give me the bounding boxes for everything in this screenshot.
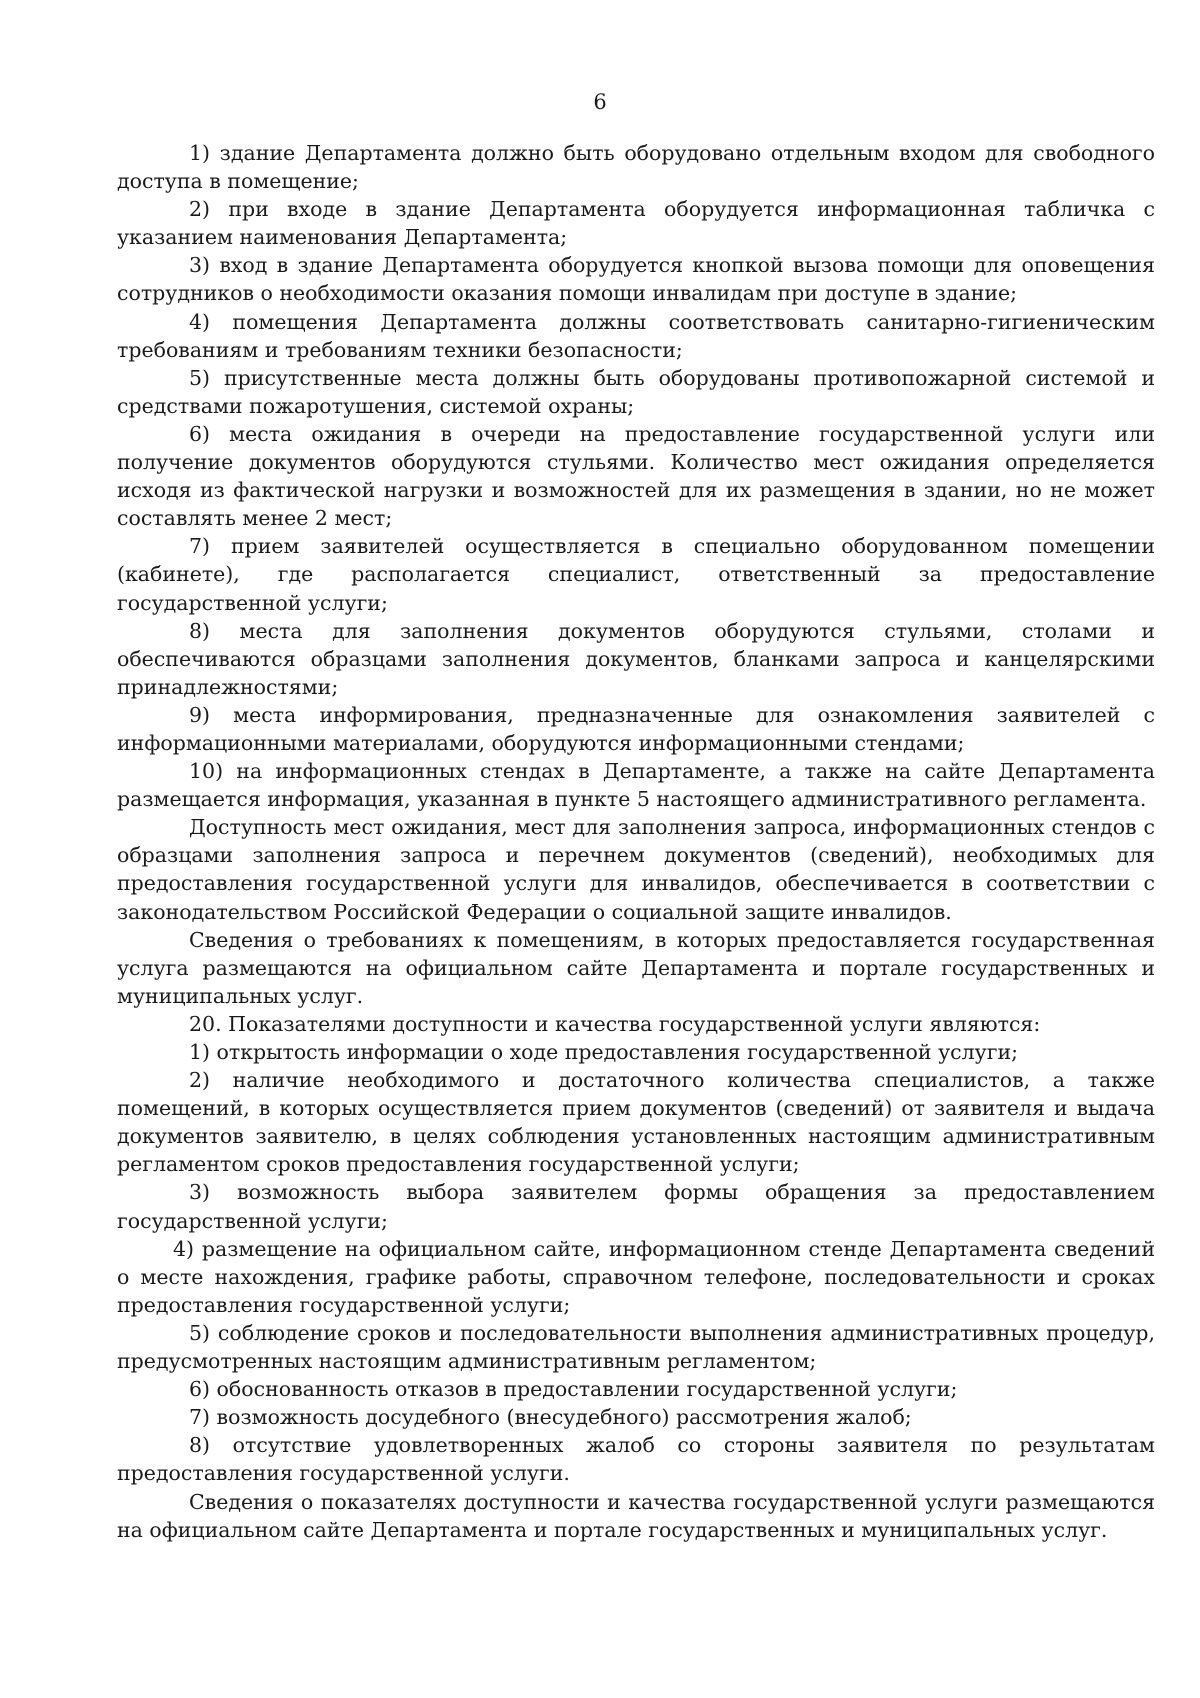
paragraph-item-9: 9) места информирования, предназначенные для ознакомления заявителей с информационными материалами, оборудуются информационными стендами; bbox=[117, 702, 1155, 755]
paragraph-item-5: 5) присутственные места должны быть оборудованы противопожарной системой и средствами пожаротушения, системой охраны; bbox=[117, 365, 1155, 418]
indicator-item-4: 4) размещение на официальном сайте, информационном стенде Департамента сведений о месте нахождения, графике работы, справочном телефоне, последовательности и сроках предоставления государственной услуги; bbox=[117, 1236, 1155, 1317]
paragraph-item-6: 6) места ожидания в очереди на предоставление государственной услуги или получение документов оборудуются стульями. Количество мест ожидания определяется исходя из фактической нагрузки и возможностей для их размещения в здании, но не может составлять менее 2 мест; bbox=[117, 421, 1155, 531]
paragraph-item-3: 3) вход в здание Департамента оборудуется кнопкой вызова помощи для оповещения сотрудников о необходимости оказания помощи инвалидам при доступе в здание; bbox=[117, 253, 1155, 306]
indicator-item-8: 8) отсутствие удовлетворенных жалоб со стороны заявителя по результатам предоставления государственной услуги. bbox=[117, 1433, 1155, 1486]
paragraph-item-7: 7) прием заявителей осуществляется в специально оборудованном помещении (кабинете), где располагается специалист, ответственный за предоставление государственной услуги; bbox=[117, 534, 1155, 615]
paragraph-indicators-info: Сведения о показателях доступности и качества государственной услуги размещаются на официальном сайте Департамента и портале государственных и муниципальных услуг. bbox=[117, 1489, 1155, 1542]
paragraph-accessibility: Доступность мест ожидания, мест для заполнения запроса, информационных стендов с образцами заполнения запроса и перечнем документов (сведений), необходимых для предоставления государственной услуги для инвалидов, обеспечивается в соответствии с законодательством Российской Федерации о социальной защите инвалидов. bbox=[117, 815, 1155, 924]
indicator-item-3: 3) возможность выбора заявителем формы обращения за предоставлением государственной услуги; bbox=[117, 1180, 1155, 1233]
paragraph-item-8: 8) места для заполнения документов оборудуются стульями, столами и обеспечиваются образцами заполнения документов, бланками запроса и канцелярскими принадлежностями; bbox=[117, 618, 1155, 699]
indicator-item-7: 7) возможность досудебного (внесудебного) рассмотрения жалоб; bbox=[189, 1405, 912, 1430]
indicator-item-1: 1) открытость информации о ходе предоставления государственной услуги; bbox=[189, 1040, 1019, 1064]
paragraph-item-10: 10) на информационных стендах в Департаменте, а также на сайте Департамента размещается информация, указанная в пункте 5 настоящего административного регламента. bbox=[117, 759, 1155, 812]
paragraph-item-1: 1) здание Департамента должно быть оборудовано отдельным входом для свободного доступа в помещение; bbox=[117, 141, 1155, 194]
indicator-item-2: 2) наличие необходимого и достаточного количества специалистов, а также помещений, в которых осуществляется прием документов (сведений) от заявителя и выдача документов заявителю, в целях соблюдения установленных настоящим административным регламентом сроков предоставления государственной услуги; bbox=[117, 1068, 1155, 1177]
paragraph-premises-info: Сведения о требованиях к помещениям, в которых предоставляется государственная услуга размещаются на официальном сайте Департамента и портале государственных и муниципальных услуг. bbox=[117, 927, 1155, 1008]
page-number: 6 bbox=[593, 90, 607, 114]
paragraph-item-2: 2) при входе в здание Департамента оборудуется информационная табличка с указанием наименования Департамента; bbox=[117, 197, 1155, 250]
document-body bbox=[117, 139, 1155, 1544]
indicator-item-6: 6) обоснованность отказов в предоставлении государственной услуги; bbox=[189, 1377, 958, 1402]
paragraph-item-4: 4) помещения Департамента должны соответствовать санитарно-гигиеническим требованиям и требованиям техники безопасности; bbox=[117, 309, 1155, 362]
paragraph-section-20-heading: 20. Показателями доступности и качества государственной услуги являются: bbox=[189, 1011, 1041, 1036]
indicator-item-5: 5) соблюдение сроков и последовательности выполнения административных процедур, предусмотренных настоящим административным регламентом; bbox=[117, 1320, 1155, 1374]
